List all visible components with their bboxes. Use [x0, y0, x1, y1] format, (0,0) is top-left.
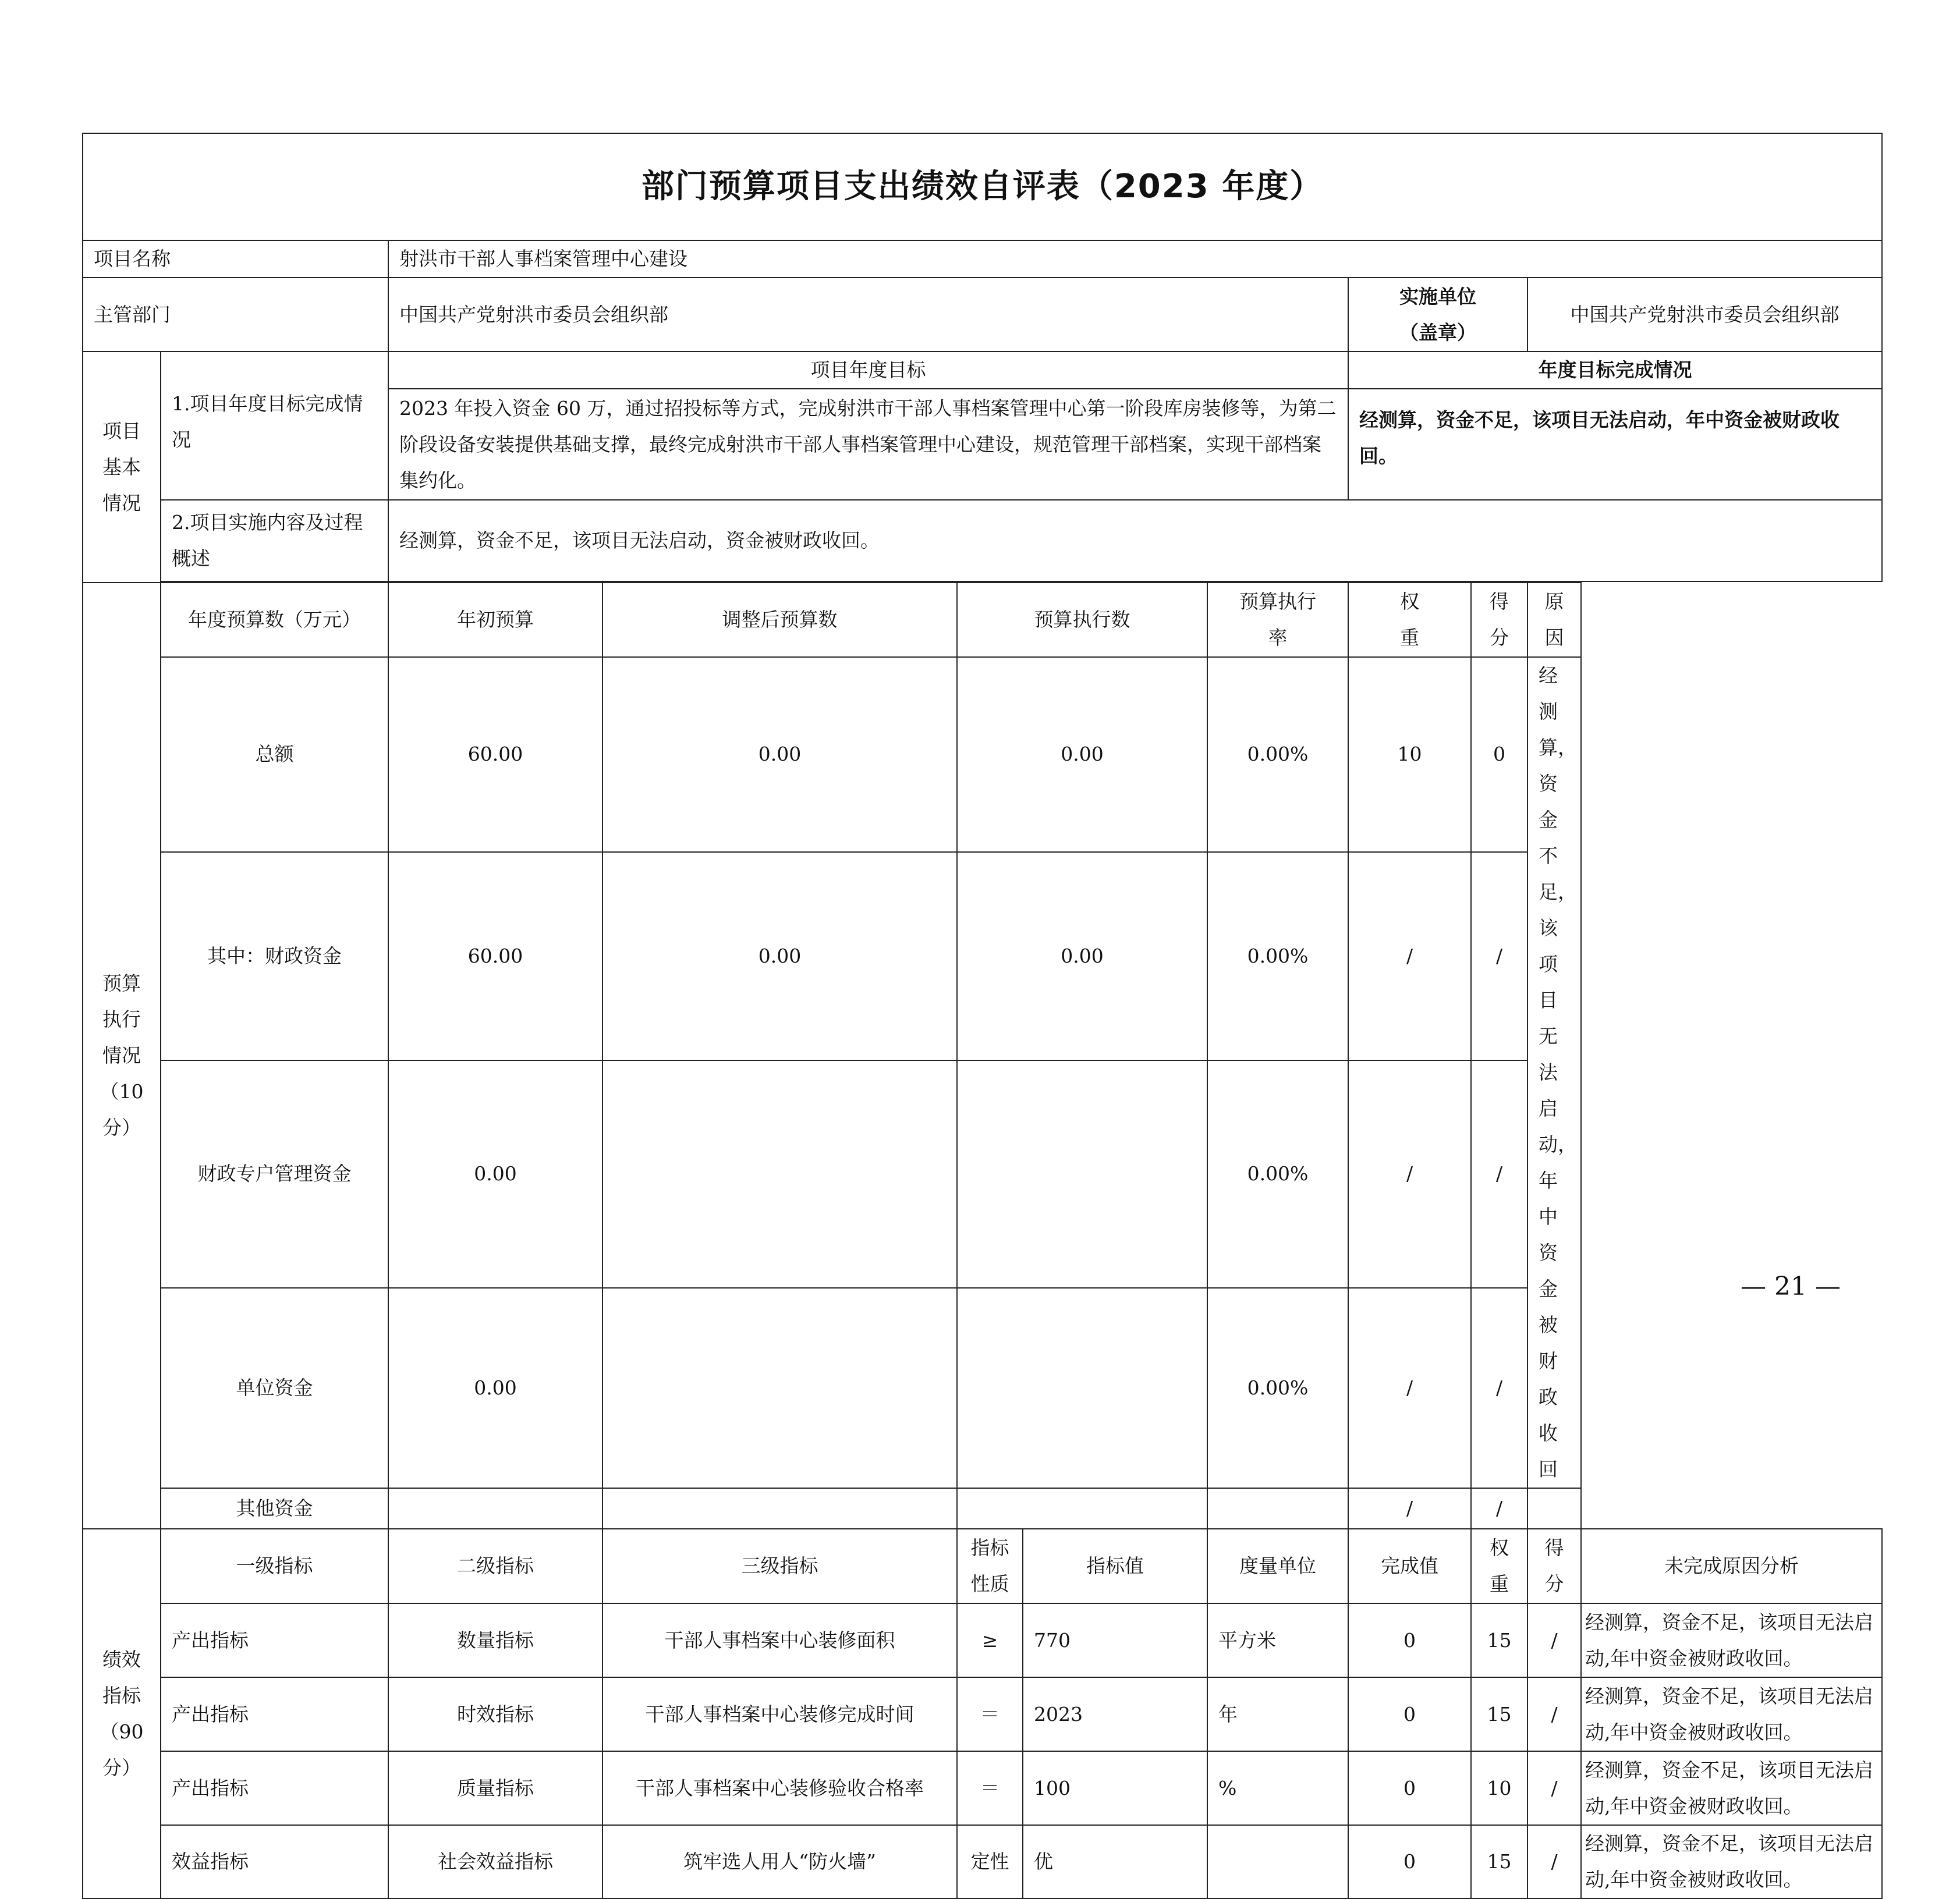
perf-row-value: 优	[1023, 1825, 1207, 1898]
perf-header-score-line: 得	[1544, 1536, 1564, 1559]
perf-row-weight: 15	[1471, 1825, 1527, 1898]
budget-row-initial: 60.00	[388, 852, 602, 1060]
item1-label: 1.项目年度目标完成情况	[161, 352, 388, 500]
budget-header-executed: 预算执行数	[957, 583, 1207, 657]
perf-header-completed: 完成值	[1348, 1529, 1471, 1603]
perf-row-level3: 筑牢选人用人“防火墙”	[602, 1825, 957, 1898]
budget-row-weight: 10	[1348, 657, 1471, 852]
budget-header-rate	[1207, 583, 1348, 657]
budget-section-label-line: 分）	[102, 1116, 141, 1139]
performance-section-label	[83, 1529, 161, 1898]
budget-row-score: /	[1471, 1288, 1527, 1488]
budget-row-weight: /	[1348, 852, 1471, 1060]
budget-row-initial: 0.00	[388, 1060, 602, 1288]
perf-row-nature: ＝	[957, 1751, 1023, 1825]
project-name-label: 项目名称	[83, 240, 388, 278]
budget-row	[83, 1488, 1882, 1529]
perf-row-level1: 产出指标	[161, 1751, 388, 1825]
budget-row-label: 单位资金	[161, 1288, 388, 1488]
budget-row-executed	[957, 1288, 1207, 1488]
budget-row-rate: 0.00%	[1207, 1288, 1348, 1488]
basic-section-label-line: 基本	[102, 455, 141, 478]
budget-row-initial: 60.00	[388, 657, 602, 852]
performance-section-label-line: （90	[100, 1720, 144, 1743]
budget-row-weight: /	[1348, 1060, 1471, 1288]
budget-row-rate: 0.00%	[1207, 852, 1348, 1060]
perf-header-nature-line: 指标	[970, 1536, 1009, 1559]
budget-row-score: /	[1471, 1488, 1527, 1529]
perf-row-level2: 质量指标	[388, 1751, 602, 1825]
impl-unit-label-line2: （盖章）	[1399, 321, 1476, 344]
budget-row-reason-empty	[1527, 1488, 1581, 1529]
budget-reason: 经测算，资金不足，该项目无法启动，年中资金被财政收回	[1527, 657, 1581, 1488]
impl-unit-value: 中国共产党射洪市委员会组织部	[1527, 278, 1882, 352]
goal-header: 项目年度目标	[388, 352, 1348, 389]
perf-header-value: 指标值	[1023, 1529, 1207, 1603]
budget-row-rate	[1207, 1488, 1348, 1529]
perf-header-weight-line: 权	[1490, 1536, 1509, 1559]
budget-row-adjusted	[602, 1288, 957, 1488]
budget-row-label: 总额	[161, 657, 388, 852]
budget-header-weight-line: 重	[1400, 626, 1419, 649]
budget-row	[83, 657, 1882, 852]
perf-header-score-line: 分	[1544, 1573, 1564, 1595]
item1-completion: 经测算，资金不足，该项目无法启动，年中资金被财政收回。	[1348, 389, 1882, 500]
self-evaluation-table	[82, 133, 1883, 1899]
perf-row-nature: ≥	[957, 1603, 1023, 1677]
item2-text: 经测算，资金不足，该项目无法启动，资金被财政收回。	[388, 500, 1882, 581]
budget-header-weight-line: 权	[1400, 590, 1419, 613]
perf-row-score: /	[1527, 1825, 1581, 1898]
perf-row-value: 100	[1023, 1751, 1207, 1825]
perf-row-completed: 0	[1348, 1677, 1471, 1751]
performance-section-label-line: 指标	[102, 1684, 141, 1707]
perf-row-level2: 数量指标	[388, 1603, 602, 1677]
budget-header-reason: 原因	[1527, 583, 1581, 657]
perf-row-nature: ＝	[957, 1677, 1023, 1751]
budget-header-rate-line: 率	[1268, 626, 1288, 649]
perf-row-completed: 0	[1348, 1825, 1471, 1898]
budget-section-label-line: 执行	[102, 1008, 141, 1031]
budget-row-rate: 0.00%	[1207, 657, 1348, 852]
budget-row-adjusted: 0.00	[602, 657, 957, 852]
perf-header-unit: 度量单位	[1207, 1529, 1348, 1603]
budget-row-score: /	[1471, 1060, 1527, 1288]
budget-row-adjusted: 0.00	[602, 852, 957, 1060]
budget-row-executed	[957, 1060, 1207, 1288]
impl-unit-label	[1348, 278, 1527, 352]
perf-row-score: /	[1527, 1751, 1581, 1825]
dept-label: 主管部门	[83, 278, 388, 352]
completion-header: 年度目标完成情况	[1348, 352, 1882, 389]
budget-row-executed: 0.00	[957, 657, 1207, 852]
perf-header-level1: 一级指标	[161, 1529, 388, 1603]
perf-row	[83, 1677, 1882, 1751]
item1-goal: 2023 年投入资金 60 万，通过招投标等方式，完成射洪市干部人事档案管理中心第一阶段库房装修等，为第二阶段设备安装提供基础支撑，最终完成射洪市干部人事档案管理中心建设，规范管理干部档案，实现干部档案集约化。	[388, 389, 1348, 500]
perf-row-analysis: 经测算，资金不足，该项目无法启动,年中资金被财政收回。	[1581, 1825, 1882, 1898]
perf-header-weight-line: 重	[1490, 1573, 1509, 1595]
budget-row-initial: 0.00	[388, 1288, 602, 1488]
perf-row-score: /	[1527, 1677, 1581, 1751]
budget-row-executed: 0.00	[957, 852, 1207, 1060]
basic-section-label	[83, 352, 161, 583]
budget-row-initial	[388, 1488, 602, 1529]
page-number: — 21 —	[1741, 1272, 1841, 1301]
budget-row-score: /	[1471, 852, 1527, 1060]
perf-row-level2: 时效指标	[388, 1677, 602, 1751]
perf-row-analysis: 经测算，资金不足，该项目无法启动,年中资金被财政收回。	[1581, 1751, 1882, 1825]
budget-row	[83, 852, 1882, 1060]
perf-header-score	[1527, 1529, 1581, 1603]
budget-row-weight: /	[1348, 1288, 1471, 1488]
basic-section-label-line: 项目	[102, 419, 141, 442]
budget-header-rate-line: 预算执行	[1239, 590, 1316, 613]
budget-row-label: 其中：财政资金	[161, 852, 388, 1060]
impl-unit-label-line1: 实施单位	[1399, 285, 1476, 308]
budget-row-adjusted	[602, 1060, 957, 1288]
perf-row-score: /	[1527, 1603, 1581, 1677]
perf-row-weight: 10	[1471, 1751, 1527, 1825]
budget-header-score	[1471, 583, 1527, 657]
budget-header-adjusted: 调整后预算数	[602, 583, 957, 657]
perf-row	[83, 1603, 1882, 1677]
budget-row-adjusted	[602, 1488, 957, 1529]
budget-row-weight: /	[1348, 1488, 1471, 1529]
dept-value: 中国共产党射洪市委员会组织部	[388, 278, 1348, 352]
perf-row-analysis: 经测算，资金不足，该项目无法启动,年中资金被财政收回。	[1581, 1603, 1882, 1677]
perf-row-level1: 效益指标	[161, 1825, 388, 1898]
perf-header-nature-line: 性质	[970, 1573, 1009, 1595]
perf-row-completed: 0	[1348, 1751, 1471, 1825]
perf-row-value: 770	[1023, 1603, 1207, 1677]
perf-row-unit: 平方米	[1207, 1603, 1348, 1677]
perf-row-unit: %	[1207, 1751, 1348, 1825]
budget-header-annual: 年度预算数（万元）	[161, 583, 388, 657]
budget-row-score: 0	[1471, 657, 1527, 852]
budget-header-weight	[1348, 583, 1471, 657]
perf-row-weight: 15	[1471, 1603, 1527, 1677]
perf-row-level3: 干部人事档案中心装修完成时间	[602, 1677, 957, 1751]
budget-row	[83, 1060, 1882, 1288]
perf-header-analysis: 未完成原因分析	[1581, 1529, 1882, 1603]
budget-header-score-line: 分	[1490, 626, 1509, 649]
perf-row-level1: 产出指标	[161, 1677, 388, 1751]
perf-row	[83, 1751, 1882, 1825]
perf-header-weight	[1471, 1529, 1527, 1603]
item2-label: 2.项目实施内容及过程概述	[161, 500, 388, 581]
budget-header-score-line: 得	[1490, 590, 1509, 613]
budget-row-label: 其他资金	[161, 1488, 388, 1529]
perf-row-completed: 0	[1348, 1603, 1471, 1677]
project-name-value: 射洪市干部人事档案管理中心建设	[388, 240, 1882, 278]
budget-row-executed	[957, 1488, 1207, 1529]
perf-row-nature: 定性	[957, 1825, 1023, 1898]
perf-row-level3: 干部人事档案中心装修验收合格率	[602, 1751, 957, 1825]
perf-row-unit	[1207, 1825, 1348, 1898]
perf-row-analysis: 经测算，资金不足，该项目无法启动,年中资金被财政收回。	[1581, 1677, 1882, 1751]
table-title: 部门预算项目支出绩效自评表（2023 年度）	[83, 133, 1882, 240]
perf-header-nature	[957, 1529, 1023, 1603]
perf-row-level1: 产出指标	[161, 1603, 388, 1677]
budget-section-label	[83, 583, 161, 1529]
perf-row-level3: 干部人事档案中心装修面积	[602, 1603, 957, 1677]
budget-section-label-line: （10	[100, 1080, 144, 1103]
performance-section-label-line: 绩效	[102, 1648, 141, 1671]
perf-header-level2: 二级指标	[388, 1529, 602, 1603]
budget-row-label: 财政专户管理资金	[161, 1060, 388, 1288]
performance-section-label-line: 分）	[102, 1756, 141, 1779]
budget-row	[83, 1288, 1882, 1488]
perf-row-level2: 社会效益指标	[388, 1825, 602, 1898]
basic-section-label-line: 情况	[102, 491, 141, 514]
budget-section-label-line: 预算	[102, 972, 141, 995]
perf-row	[83, 1825, 1882, 1898]
perf-header-level3: 三级指标	[602, 1529, 957, 1603]
budget-header-initial: 年初预算	[388, 583, 602, 657]
budget-section-label-line: 情况	[102, 1044, 141, 1067]
perf-row-unit: 年	[1207, 1677, 1348, 1751]
perf-row-weight: 15	[1471, 1677, 1527, 1751]
budget-row-rate: 0.00%	[1207, 1060, 1348, 1288]
perf-row-value: 2023	[1023, 1677, 1207, 1751]
